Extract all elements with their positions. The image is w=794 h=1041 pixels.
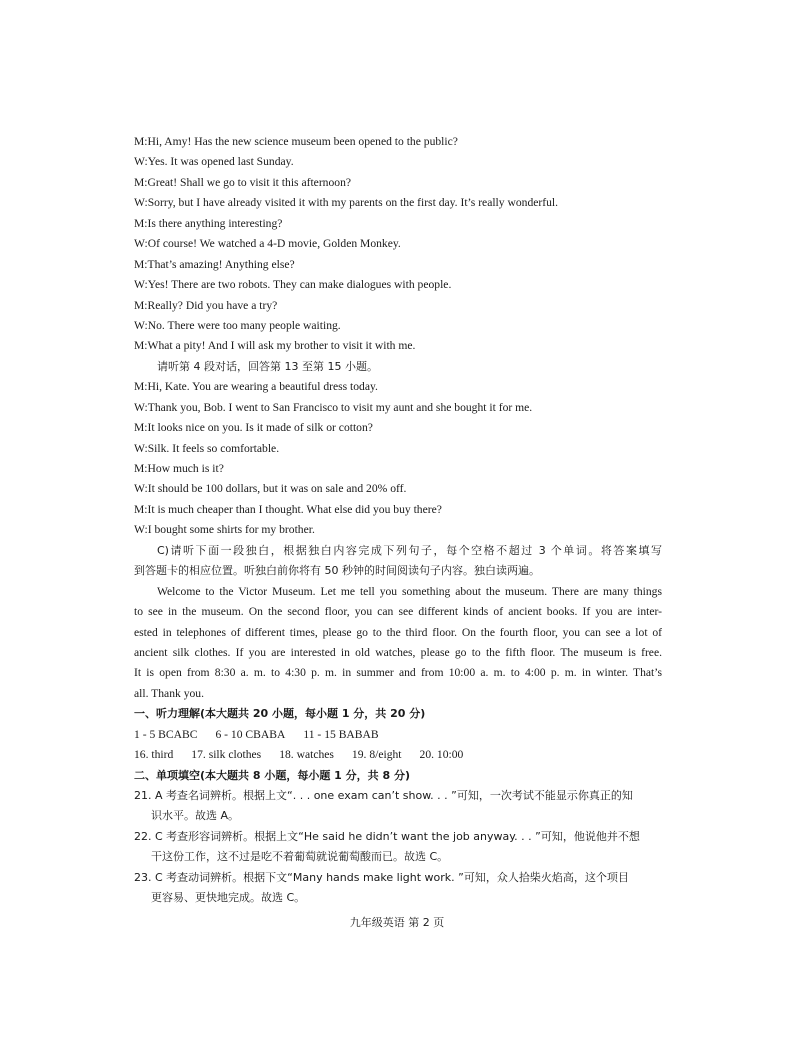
dialogue-line: W:No. There were too many people waiting. [134,318,341,332]
dialogue-line: W:Of course! We watched a 4-D movie, Golden Monkey. [134,237,401,251]
section-4-instruction: 请听第 4 段对话，回答第 13 至第 15 小题。 [157,359,378,373]
section-heading-single-choice: 二、单项填空(本大题共 8 小题，每小题 1 分，共 8 分) [134,768,410,782]
answer-item: 16. third [134,748,174,762]
dialogue-line: M:It looks nice on you. Is it made of silk or cotton? [134,421,373,435]
answer-row-blanks [134,745,662,765]
monologue-line: Welcome to the Victor Museum. Let me tell you something about the museum. There are many things [157,584,662,598]
dialogue-line: W:Thank you, Bob. I went to San Francisco to visit my aunt and she bought it for me. [134,400,533,414]
dialogue-line: W:It should be 100 dollars, but it was on sale and 20% off. [134,482,407,496]
dialogue-line: M:Hi, Kate. You are wearing a beautiful dress today. [134,380,378,394]
dialogue-line: W:I bought some shirts for my brother. [134,523,315,537]
dialogue-line: W:Yes! There are two robots. They can make dialogues with people. [134,278,452,292]
answer-explanation-22 [134,827,662,868]
explanation-line: 23. C 考查动词辨析。根据下文“Many hands make light work. ”可知，众人拾柴火焰高，这个项目 [134,870,629,884]
page-footer: 九年级英语 第 2 页 [349,916,445,929]
dialogue-line: M:How much is it? [134,462,224,475]
instruction-line: C)请听下面一段独白，根据独白内容完成下列句子，每个空格不超过 3 个单词。将答案填写 [157,543,662,557]
answer-explanation-21 [134,786,662,827]
dialogue-line: M:Is there anything interesting? [134,216,283,230]
dialogue-4 [134,377,662,541]
explanation-line: 干这份工作，这不过是吃不着葡萄就说葡萄酸而已。故选 C。 [151,850,449,864]
answer-document [134,132,662,909]
dialogue-3 [134,132,662,357]
dialogue-line: W:Sorry, but I have already visited it with my parents on the first day. It’s really wonderful. [134,196,559,210]
monologue-line: all. Thank you. [134,686,204,700]
dialogue-line: M:Great! Shall we go to visit it this afternoon? [134,175,352,189]
monologue [134,582,662,705]
section-heading-listening: 一、听力理解(本大题共 20 小题，每小题 1 分，共 20 分) [134,707,426,721]
answer-item: 20. 10:00 [419,748,464,762]
answer-explanation-23 [134,868,662,909]
monologue-line: It is open from 8:30 a. m. to 4:30 p. m. in summer and from 10:00 a. m. to 4:00 p. m. in winter. That’s [134,666,662,680]
answer-group: 6 - 10 CBABA [215,727,286,741]
dialogue-line: W:Yes. It was opened last Sunday. [134,155,294,169]
part-c-instruction [134,541,662,582]
dialogue-line: M:What a pity! And I will ask my brother to visit it with me. [134,339,416,353]
answer-row-choices [134,725,662,745]
dialogue-line: M:It is much cheaper than I thought. What else did you buy there? [134,502,442,516]
answer-group: 11 - 15 BABAB [303,727,379,741]
monologue-line: ancient silk clothes. If you are interested in old watches, please go to the fifth floor. The museum is free. [134,645,662,659]
explanation-line: 识水平。故选 A。 [151,809,240,823]
dialogue-line: M:Hi, Amy! Has the new science museum been opened to the public? [134,135,458,148]
answer-item: 17. silk clothes [191,748,262,762]
monologue-line: to see in the museum. On the second floor, you can see different kinds of ancient books. If you are inter- [134,605,662,619]
dialogue-line: W:Silk. It feels so comfortable. [134,441,280,455]
monologue-line: ested in telephones of different times, please go to the third floor. On the fourth floor, you can see a lot of [134,625,662,639]
dialogue-line: M:That’s amazing! Anything else? [134,257,295,271]
explanation-line: 21. A 考查名词辨析。根据上文“. . . one exam can’t show. . . ”可知，一次考试不能显示你真正的知 [134,789,633,802]
answer-item: 18. watches [279,748,334,762]
instruction-line: 到答题卡的相应位置。听独白前你将有 50 秒钟的时间阅读句子内容。独白读两遍。 [134,564,540,578]
answer-item: 19. 8/eight [351,748,402,762]
answer-group: 1 - 5 BCABC [134,727,198,741]
explanation-line: 22. C 考查形容词辨析。根据上文“He said he didn’t want the job anyway. . . ”可知，他说他并不想 [134,829,640,843]
dialogue-line: M:Really? Did you have a try? [134,298,278,312]
explanation-line: 更容易、更快地完成。故选 C。 [151,891,306,905]
